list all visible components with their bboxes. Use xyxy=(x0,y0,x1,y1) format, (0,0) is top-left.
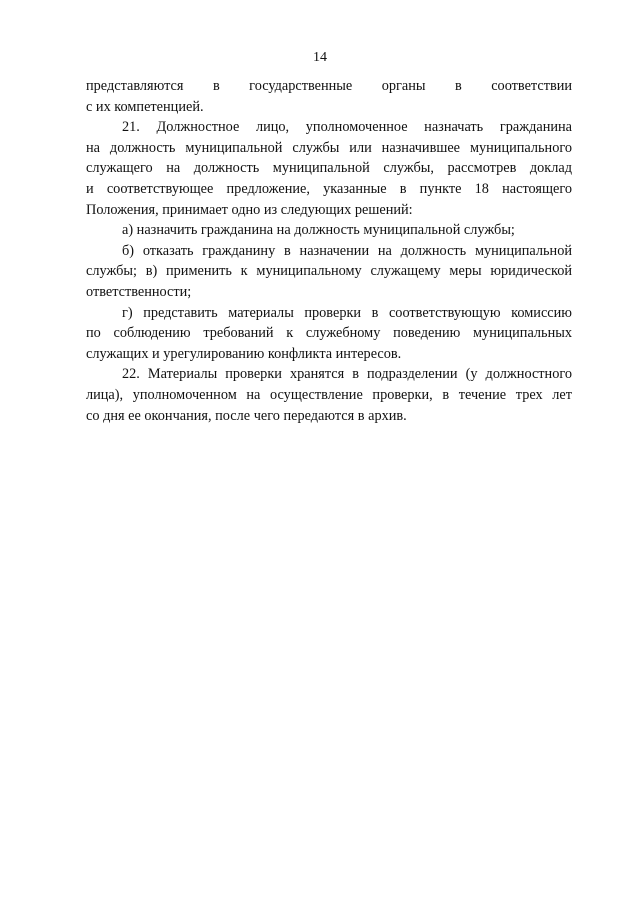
text-line: служащего на должность муниципальной службы, рассмотрев доклад xyxy=(86,160,572,177)
text-line: Положения, принимает одно из следующих решений: xyxy=(86,201,413,218)
text-line: ответственности; xyxy=(86,283,192,300)
text-line: г) представить материалы проверки в соответствующую комиссию xyxy=(122,304,572,321)
text-line: служащих и урегулированию конфликта интересов. xyxy=(86,345,402,362)
text-line: 21. Должностное лицо, уполномоченное назначать гражданина xyxy=(122,119,572,136)
text-line: 22. Материалы проверки хранятся в подразделении (у должностного xyxy=(122,366,572,383)
text-line: с их компетенцией. xyxy=(86,98,204,115)
text-line: а) назначить гражданина на должность муниципальной службы; xyxy=(122,222,515,239)
text-line: лица), уполномоченном на осуществление проверки, в течение трех лет xyxy=(86,386,572,403)
text-line: службы; в) применить к муниципальному служащему меры юридической xyxy=(86,263,572,280)
text-line: и соответствующее предложение, указанные в пункте 18 настоящего xyxy=(86,180,572,197)
text-line: по соблюдению требований к служебному поведению муниципальных xyxy=(86,325,572,342)
text-line: представляются в государственные органы в соответствии xyxy=(86,78,572,94)
text-line: на должность муниципальной службы или назначившее муниципального xyxy=(86,139,572,156)
page-number: 14 xyxy=(313,50,327,65)
document-body xyxy=(86,76,572,426)
text-line: б) отказать гражданину в назначении на должность муниципальной xyxy=(122,242,572,259)
text-line: со дня ее окончания, после чего передаются в архив. xyxy=(86,407,407,424)
